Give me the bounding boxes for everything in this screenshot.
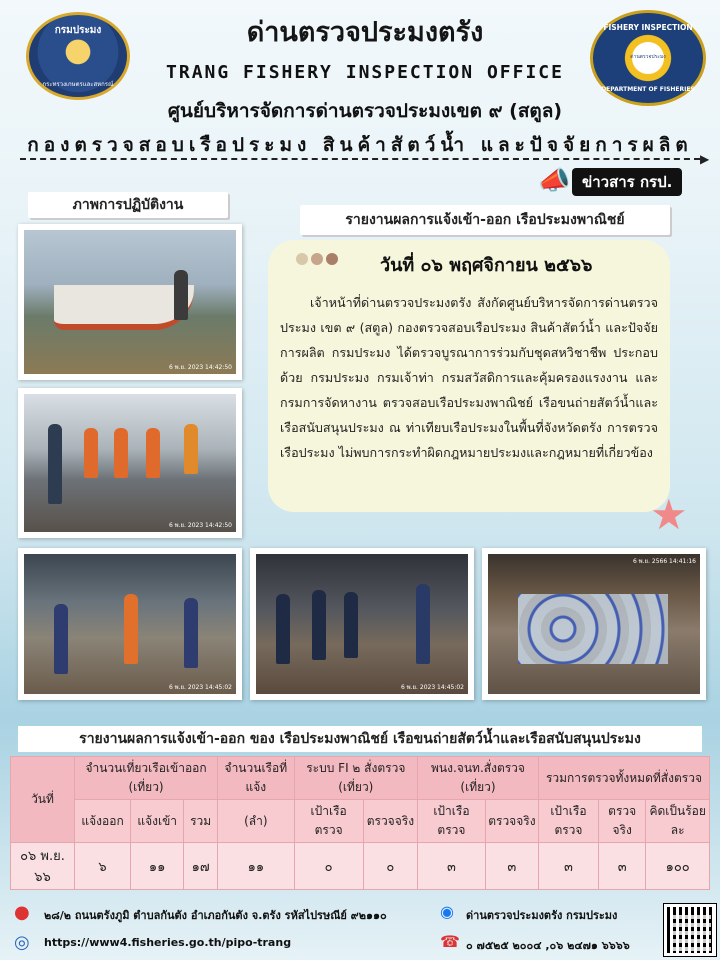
header-trips: จำนวนเที่ยวเรือเข้าออก (เที่ยว) (75, 757, 218, 800)
subheader-cell: รวม (184, 800, 218, 843)
photo-timestamp: 6 พ.ย. 2566 14:41:16 (632, 558, 696, 565)
photo-officers-documents (250, 548, 474, 700)
article-date: วันที่ ๐๖ พฤศจิกายน ๒๕๖๖ (380, 255, 593, 276)
footer-address: ๒๘/๒ ถนนตรังภูมิ ตำบลกันตัง อำเภอกันตัง จ.ตรัง รหัสไปรษณีย์ ๙๒๑๑๐ (44, 909, 387, 922)
seal-subtitle: กระทรวงเกษตรและสหกรณ์ (42, 81, 114, 88)
department-of-fisheries-seal (26, 12, 130, 100)
decorative-dots (296, 250, 341, 269)
subheader-cell: แจ้งเข้า (131, 800, 184, 843)
division-subtitle: กองตรวจสอบเรือประมง สินค้าสัตว์น้ำ และปัจจัยการผลิต (27, 134, 693, 156)
footer-website[interactable]: https://www4.fisheries.go.th/pipo-trang (44, 936, 292, 949)
row-value: ๑๐๐ (646, 843, 710, 890)
person-figure (344, 592, 358, 658)
person-figure (184, 424, 198, 474)
news-badge: ข่าวสาร กรป. (572, 168, 682, 196)
header-divider (20, 158, 700, 160)
subheader-cell: ตรวจจริง (598, 800, 645, 843)
row-value: ๐ (294, 843, 363, 890)
office-title-english: TRANG FISHERY INSPECTION OFFICE (166, 62, 564, 83)
person-figure (146, 428, 160, 478)
row-value: ๑๗ (184, 843, 218, 890)
footer-phone: ๐ ๗๕๒๕ ๒๐๐๔ ,๐๖ ๒๔๗๑ ๖๖๖๖ (466, 939, 630, 952)
person-figure (174, 270, 188, 320)
person-figure (48, 424, 62, 504)
photo-crew-inspection (18, 388, 242, 538)
dot-icon (326, 253, 338, 265)
subheader-cell: แจ้งออก (75, 800, 131, 843)
photo-timestamp: 6 พ.ย. 2023 14:42:50 (168, 522, 232, 529)
badge-mid-text: ด่านตรวจประมง (630, 54, 666, 60)
person-figure (54, 604, 68, 674)
dot-icon (311, 253, 323, 265)
location-pin-icon: ● (14, 902, 30, 923)
table-subheader-row (11, 800, 710, 843)
fish-basket-shape (518, 594, 668, 664)
qr-code-icon[interactable] (664, 904, 716, 956)
row-value: ๓ (418, 843, 486, 890)
report-table (10, 756, 710, 890)
photo-timestamp: 6 พ.ย. 2023 14:45:02 (168, 684, 232, 691)
footer (0, 894, 720, 960)
subheader-cell: ตรวจจริง (485, 800, 538, 843)
person-figure (312, 590, 326, 660)
globe-icon: ◎ (14, 932, 30, 953)
table-header-row (11, 757, 710, 800)
header-boats: จำนวนเรือที่แจ้ง (218, 757, 294, 800)
dot-icon (296, 253, 308, 265)
center-subtitle: ศูนย์บริหารจัดการด่านตรวจประมงเขต ๙ (สตูล) (167, 100, 563, 122)
arrow-right-icon: ▶ (700, 152, 710, 166)
header-fi2: ระบบ FI ๒ สั่งตรวจ (เที่ยว) (294, 757, 418, 800)
row-value: ๑๑ (131, 843, 184, 890)
table-section-title: รายงานผลการแจ้งเข้า-ออก ของ เรือประมงพาณิชย์ เรือขนถ่ายสัตว์น้ำและเรือสนับสนุนประมง (18, 726, 702, 752)
facebook-icon: ◉ (440, 902, 454, 921)
row-value: ๐ (363, 843, 417, 890)
row-value: ๓ (598, 843, 645, 890)
article-body: เจ้าหน้าที่ด่านตรวจประมงตรัง สังกัดศูนย์บริหารจัดการด่านตรวจประมง เขต ๙ (สตูล) กองตรวจสอบเรือประมง สินค้าสัตว์น้ำ และปัจจัยการผลิต กรมประมง ได้ตรวจบูรณาการร่วมกับชุดสหวิชาชีพ ประกอบด้วย กรมประมง กรมเจ้าท่า กรมสวัสดิการและคุ้มครองแรงงาน และกรมการจัดหางาน ตรวจสอบเรือประมงพาณิชย์ เรือขนถ่ายสัตว์น้ำและเรือสนับสนุนประมง ณ ท่าเทียบเรือประมงในพื้นที่จังหวัดตรัง การตรวจเรือประมง ไม่พบการกระทำผิดกฎหมายประมงและกฎหมายที่เกี่ยวข้อง (280, 295, 658, 460)
person-figure (184, 598, 198, 668)
fishery-inspection-badge (590, 10, 706, 106)
photo-boat-at-pier (18, 224, 242, 380)
subheader-cell: เป้าเรือตรวจ (294, 800, 363, 843)
person-figure (124, 594, 138, 664)
seal-title: กรมประมง (54, 25, 102, 36)
office-title-thai: ด่านตรวจประมงตรัง (246, 17, 484, 48)
header-date: วันที่ (11, 757, 75, 843)
table-row (11, 843, 710, 890)
row-value: ๓ (485, 843, 538, 890)
footer-facebook[interactable]: ด่านตรวจประมงตรัง กรมประมง (466, 909, 618, 922)
header-officer: พนง.จนท.สั่งตรวจ (เที่ยว) (418, 757, 539, 800)
person-figure (416, 584, 430, 664)
subheader-cell: เป้าเรือตรวจ (538, 800, 598, 843)
badge-top-text: FISHERY INSPECTION (603, 23, 693, 32)
row-value: ๖ (75, 843, 131, 890)
photos-section-title: ภาพการปฏิบัติงาน (28, 192, 228, 218)
header-total: รวมการตรวจทั้งหมดที่สั่งตรวจ (538, 757, 709, 800)
subheader-cell: คิดเป็นร้อยละ (646, 800, 710, 843)
row-value: ๓ (538, 843, 598, 890)
subheader-cell: เป้าเรือตรวจ (418, 800, 486, 843)
row-date: ๐๖ พ.ย. ๖๖ (11, 843, 75, 890)
boat-shape (54, 285, 194, 330)
report-section-title: รายงานผลการแจ้งเข้า-ออก เรือประมงพาณิชย์ (300, 205, 670, 235)
person-figure (84, 428, 98, 478)
subheader-cell: ตรวจจริง (363, 800, 417, 843)
photo-timestamp: 6 พ.ย. 2023 14:42:50 (168, 364, 232, 371)
person-figure (276, 594, 290, 664)
phone-icon: ☎ (440, 932, 460, 951)
subheader-cell: (ลำ) (218, 800, 294, 843)
starfish-icon: ★ (650, 490, 688, 539)
photo-timestamp: 6 พ.ย. 2023 14:45:02 (400, 684, 464, 691)
badge-bottom-text: DEPARTMENT OF FISHERIES (601, 86, 695, 93)
row-value: ๑๑ (218, 843, 294, 890)
photo-crew-lifejackets (18, 548, 242, 700)
photo-fish-hold (482, 548, 706, 700)
megaphone-icon: 📣 (538, 166, 571, 196)
person-figure (114, 428, 128, 478)
